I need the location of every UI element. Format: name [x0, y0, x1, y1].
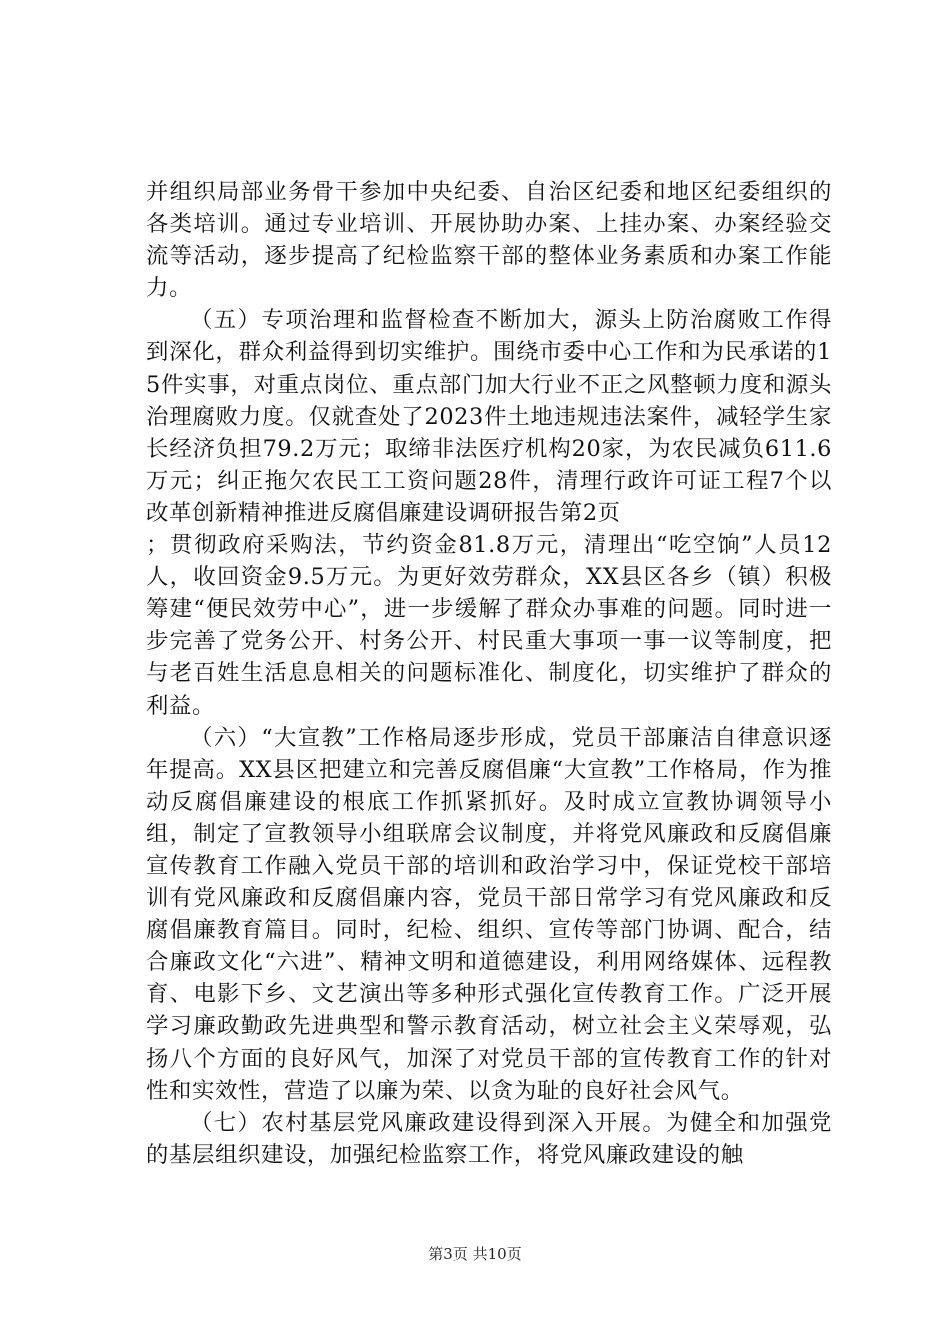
paragraph-section-six: （六）“大宣教”工作格局逐步形成，党员干部廉洁自律意识逐年提高。XX县区把建立和完善反腐倡廉“大宣教”工作格局，作为推动反腐倡廉建设的根底工作抓紧抓好。及时成立宣教协调领导小组，制定了宣教领导小组联席会议制度，并将党风廉政和反腐倡廉宣传教育工作融入党员干部的培训和政治学习中，保证党校干部培训有党风廉政和反腐倡廉内容，党员干部日常学习有党风廉政和反腐倡廉教育篇目。同时，纪检、组织、宣传等部门协调、配合，结合廉政文化“六进”、精神文明和道德建设，利用网络媒体、远程教育、电影下乡、文艺演出等多种形式强化宣传教育工作。广泛开展学习廉政勤政先进典型和警示教育活动，树立社会主义荣辱观，弘扬八个方面的良好风气，加深了对党员干部的宣传教育工作的针对性和实效性，营造了以廉为荣、以贪为耻的良好社会风气。 [146, 724, 832, 1104]
document-body [146, 176, 832, 1171]
paragraph-section-seven: （七）农村基层党风廉政建设得到深入开展。为健全和加强党的基层组织建设，加强纪检监察工作，将党风廉政建设的触 [146, 1109, 832, 1168]
page-number-label: 第3页 共10页 [428, 1245, 522, 1263]
paragraph-training: 并组织局部业务骨干参加中央纪委、自治区纪委和地区纪委组织的各类培训。通过专业培训、开展协助办案、上挂办案、办案经验交流等活动，逐步提高了纪检监察干部的整体业务素质和办案工作能力。 [146, 179, 832, 302]
paragraph-procurement: ；贯彻政府采购法，节约资金81.8万元，清理出“吃空饷”人员12人，收回资金9.5万元。为更好效劳群众，XX县区各乡（镇）积极筹建“便民效劳中心”，进一步缓解了群众办事难的问题。同时进一步完善了党务公开、村务公开、村民重大事项一事一议等制度，把与老百姓生活息息相关的问题标准化、制度化，切实维护了群众的利益。 [146, 532, 832, 719]
page-footer [0, 1244, 950, 1264]
paragraph-section-five: （五）专项治理和监督检查不断加大，源头上防治腐败工作得到深化，群众利益得到切实维护。围绕市委中心工作和为民承诺的15件实事，对重点岗位、重点部门加大行业不正之风整顿力度和源头治理腐败力度。仅就查处了2023件土地违规违法案件，减轻学生家长经济负担79.2万元；取缔非法医疗机构20家，为农民减负611.6万元；纠正拖欠农民工工资问题28件，清理行政许可证工程7个以改革创新精神推进反腐倡廉建设调研报告第2页 [146, 307, 832, 526]
